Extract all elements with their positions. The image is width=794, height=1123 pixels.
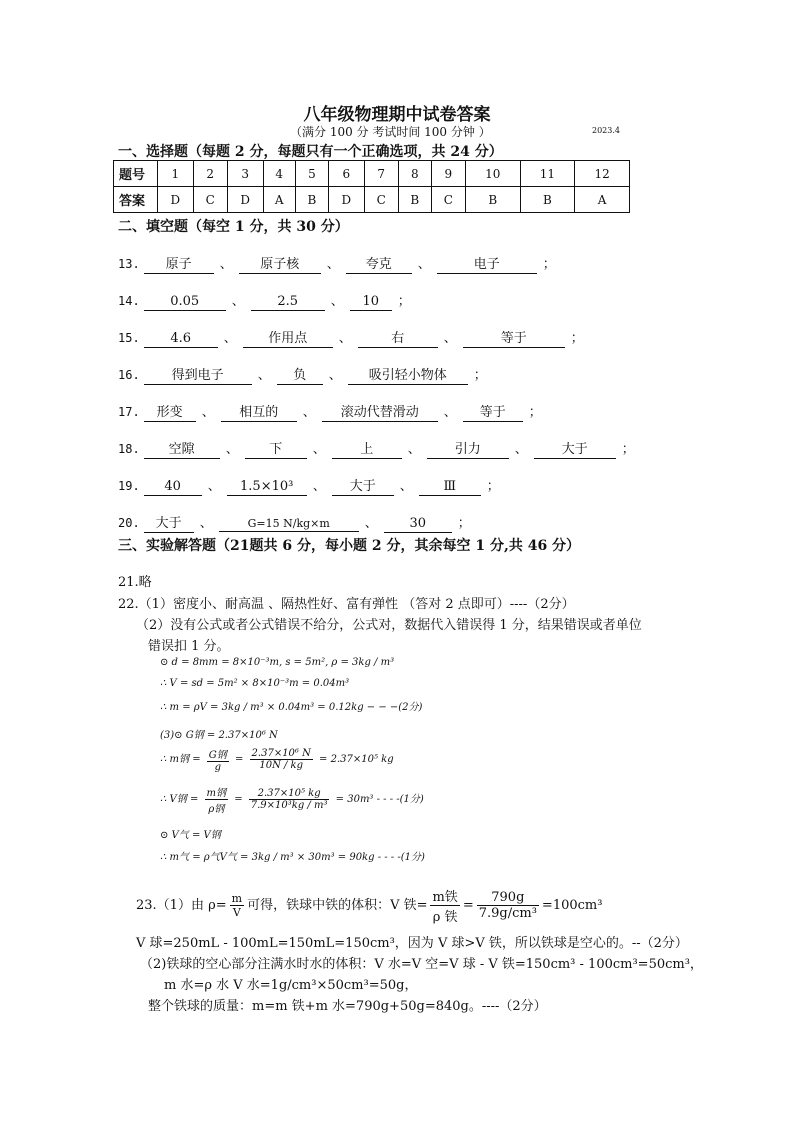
question-17: 17. 形变 、 相互的 、 滚动代替滑动 、 等于 ； <box>118 401 548 422</box>
question-number: 8 <box>398 161 431 187</box>
formula-text: = <box>234 754 244 765</box>
answer-table <box>113 160 630 213</box>
answer-cell: D <box>158 187 194 213</box>
question-number: 20. <box>118 516 140 530</box>
answer-blank: 形变 <box>144 401 196 422</box>
answer-blank: 作用点 <box>243 327 333 348</box>
formula-text: 23.（1）由 ρ= <box>136 898 227 913</box>
answer-blank: 原子核 <box>239 253 321 274</box>
question-number: 5 <box>295 161 328 187</box>
page-title: 八年级物理期中试卷答案 <box>303 105 491 125</box>
formula-line: ∴ m = ρV = 3kg / m³ × 0.04m³ = 0.12kg − − −(2分) <box>160 702 423 713</box>
numerator: m钢 <box>205 784 228 800</box>
end-mark: ； <box>486 479 500 494</box>
q23-line2: V 球=250mL - 100mL=150mL=150cm³，因为 V 球>V 铁，所以铁球是空心的。--（2分） <box>136 936 688 951</box>
numerator: G钢 <box>207 746 229 762</box>
exam-date: 2023.4 <box>592 126 620 135</box>
question-number: 3 <box>227 161 263 187</box>
end-mark: ； <box>570 331 584 346</box>
section2-heading: 二、填空题（每空 1 分，共 30 分） <box>118 219 349 235</box>
question-number: 16. <box>118 368 140 382</box>
answer-cell: D <box>328 187 364 213</box>
question-number: 13. <box>118 257 140 271</box>
fraction <box>477 890 539 921</box>
q23-line3: （2)铁球的空心部分注满水时水的体积：V 水=V 空=V 球 - V 铁=150cm³ - 100cm³=50cm³， <box>140 957 703 972</box>
answer-cell: A <box>263 187 295 213</box>
answer-blank: 2.5 <box>251 294 325 311</box>
answer-cell: B <box>295 187 328 213</box>
formula-line: ⊙ V气 = V钢 <box>160 830 221 841</box>
exam-info: （满分 100 分 考试时间 100 分钟 ） <box>290 125 491 139</box>
table-row <box>114 187 630 213</box>
answer-blank: 原子 <box>144 253 214 274</box>
numerator: 2.37×10⁶ N <box>251 748 311 759</box>
answer-blank: 电子 <box>437 253 537 274</box>
question-number: 6 <box>328 161 364 187</box>
question-number: 9 <box>431 161 465 187</box>
section1-heading: 一、选择题（每题 2 分，每题只有一个正确选项，共 24 分） <box>118 144 503 160</box>
question-13: 13. 原子 、 原子核 、 夸克 、 电子 ； <box>118 253 562 274</box>
question-number: 18. <box>118 442 140 456</box>
numerator: 790g <box>477 890 539 906</box>
formula-line: (3)⊙ G钢 = 2.37×10⁶ N <box>160 730 278 741</box>
end-mark: ； <box>528 405 542 420</box>
answer-cell: C <box>193 187 227 213</box>
question-number: 11 <box>520 161 575 187</box>
denominator: V <box>232 906 241 919</box>
answer-blank: 引力 <box>427 438 509 459</box>
numerator: 2.37×10⁵ kg <box>249 788 330 800</box>
answer-cell: B <box>465 187 520 213</box>
answer-cell: C <box>364 187 398 213</box>
numerator: m <box>231 892 243 905</box>
answer-blank: 空隙 <box>144 438 220 459</box>
answer-cell: B <box>520 187 575 213</box>
formula-line: ∴ V = sd = 5m² × 8×10⁻³m = 0.04m³ <box>160 678 350 689</box>
q23-line5: 整个铁球的质量：m=m 铁+m 水=790g+50g=840g。----（2分） <box>148 999 547 1014</box>
section3-heading: 三、实验解答题（21题共 6 分，每小题 2 分，其余每空 1 分,共 46 分） <box>118 538 581 554</box>
answer-blank: 大于 <box>332 475 394 496</box>
formula-text: 可得，铁球中铁的体积：V 铁= <box>247 898 428 913</box>
fraction <box>430 886 459 925</box>
formula-line: ⊙ d = 8mm = 8×10⁻³m, s = 5m², ρ = 3kg / m³ <box>160 657 395 668</box>
answer-cell: C <box>431 187 465 213</box>
question-18: 18. 空隙 、 下 、 上 、 引力 、 大于 ； <box>118 438 641 459</box>
fraction <box>249 788 330 811</box>
question-14: 14. 0.05 、 2.5 、 10 ； <box>118 290 417 311</box>
answer-blank: 4.6 <box>144 331 218 348</box>
q22-part2-line1: （2）没有公式或者公式错误不给分，公式对，数据代入错误得 1 分，结果错误或者单位 <box>136 618 642 633</box>
q22-part1: 22.（1）密度小、耐高温 、隔热性好、富有弹性 （答对 2 点即可）----（2分） <box>118 597 575 612</box>
denominator: 7.9g/cm³ <box>478 906 537 921</box>
denominator: 10N / kg <box>259 760 304 771</box>
formula-text: ∴ m钢 = <box>160 754 201 765</box>
answer-blank: 相互的 <box>221 401 297 422</box>
formula-text: = 2.37×10⁵ kg <box>319 754 394 765</box>
question-15: 15. 4.6 、 作用点 、 右 、 等于 ； <box>118 327 590 348</box>
end-mark: ； <box>473 368 487 383</box>
formula-text: = <box>462 898 474 913</box>
question-20: 20. 大于 、 G=15 N/kg×m 、 30 ； <box>118 512 477 533</box>
question-number: 4 <box>263 161 295 187</box>
answer-blank: 下 <box>245 438 307 459</box>
end-mark: ； <box>397 294 411 309</box>
table-row <box>114 161 630 187</box>
denominator: 7.9×10³kg / m³ <box>250 800 328 811</box>
fraction <box>250 748 313 771</box>
denominator: ρ钢 <box>208 804 225 815</box>
row-label-answer: 答案 <box>114 187 158 213</box>
formula-line <box>160 746 394 773</box>
question-number: 15. <box>118 331 140 345</box>
end-mark: ； <box>621 442 635 457</box>
answer-blank: Ⅲ <box>419 479 481 496</box>
answer-cell: B <box>398 187 431 213</box>
answer-blank: 0.05 <box>144 294 226 311</box>
question-16: 16. 得到电子 、 负 、 吸引轻小物体 ； <box>118 364 493 385</box>
end-mark: ； <box>457 516 471 531</box>
answer-blank: 1.5×10³ <box>227 479 307 496</box>
answer-blank: 40 <box>144 479 202 496</box>
q22-part2-line2: 错误扣 1 分。 <box>148 639 230 654</box>
formula-text: = 30m³ - - - -(1分) <box>335 794 424 805</box>
answer-blank: 大于 <box>144 512 194 533</box>
end-mark: ； <box>542 257 556 272</box>
answer-blank: 得到电子 <box>144 364 252 385</box>
question-number: 19. <box>118 479 140 493</box>
answer-blank: 30 <box>384 516 452 533</box>
denominator: ρ 铁 <box>432 910 458 925</box>
fraction <box>230 892 244 919</box>
formula-line: ∴ m气 = ρ气V气 = 3kg / m³ × 30m³ = 90kg - - - -(1分) <box>160 852 425 863</box>
answer-blank: 大于 <box>534 438 616 459</box>
question-number: 2 <box>193 161 227 187</box>
answer-blank: 上 <box>332 438 402 459</box>
question-number: 7 <box>364 161 398 187</box>
fraction <box>205 784 228 815</box>
question-19: 19. 40 、 1.5×10³ 、 大于 、 Ⅲ ； <box>118 475 506 496</box>
formula-line <box>160 784 424 815</box>
formula-text: ∴ V钢 = <box>160 794 199 805</box>
answer-blank: 滚动代替滑动 <box>322 401 438 422</box>
question-number: 10 <box>465 161 520 187</box>
q23-part1 <box>136 886 602 925</box>
formula-text: = <box>234 794 243 805</box>
numerator: m铁 <box>430 886 459 906</box>
question-number: 17. <box>118 405 140 419</box>
fraction <box>207 746 229 773</box>
answer-blank: 右 <box>358 327 438 348</box>
answer-blank: 等于 <box>463 327 565 348</box>
formula-text: =100cm³ <box>541 898 603 913</box>
answer-blank: 吸引轻小物体 <box>348 364 468 385</box>
answer-blank: G=15 N/kg×m <box>219 517 359 532</box>
q23-line4: m 水=ρ 水 V 水=1g/cm³×50cm³=50g， <box>164 978 418 993</box>
answer-blank: 夸克 <box>346 253 412 274</box>
answer-blank: 等于 <box>463 401 523 422</box>
row-label-number: 题号 <box>114 161 158 187</box>
q21-answer: 21.略 <box>118 575 152 590</box>
question-number: 14. <box>118 294 140 308</box>
answer-blank: 10 <box>350 294 392 311</box>
answer-cell: A <box>575 187 630 213</box>
answer-blank: 负 <box>277 364 323 385</box>
denominator: g <box>214 762 221 773</box>
question-number: 12 <box>575 161 630 187</box>
answer-cell: D <box>227 187 263 213</box>
question-number: 1 <box>158 161 194 187</box>
